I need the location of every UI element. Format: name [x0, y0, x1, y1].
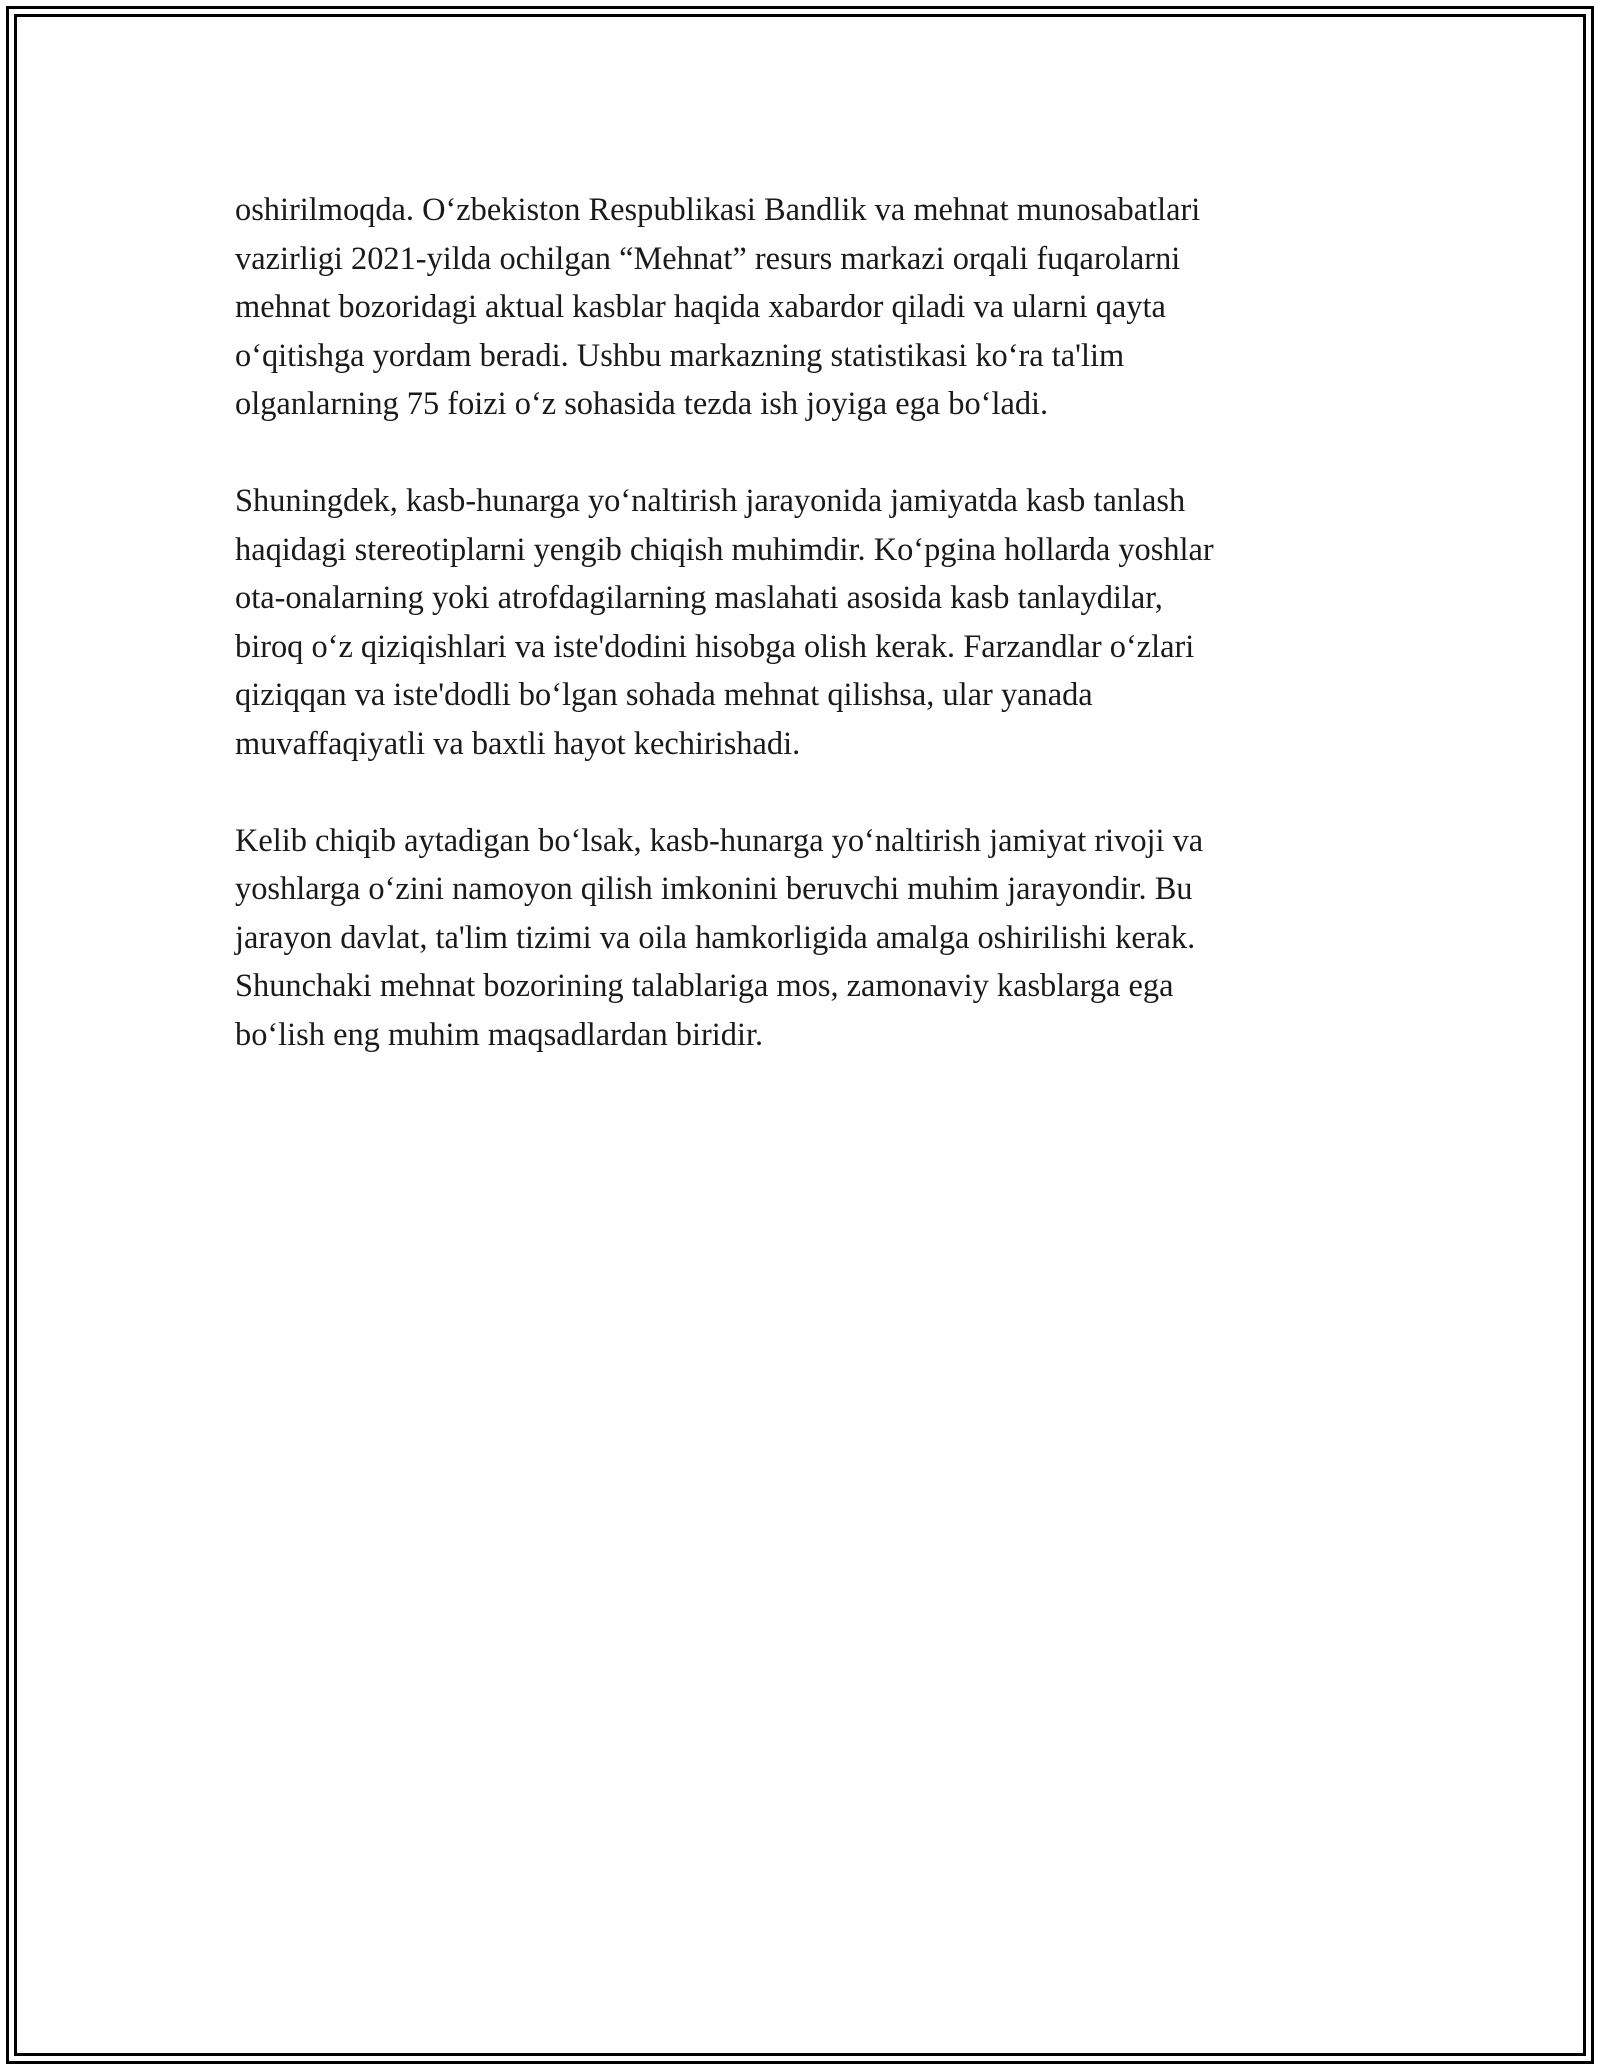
text-line: vazirligi 2021-yilda ochilgan “Mehnat” resurs markazi orqali fuqarolarni [235, 240, 1181, 277]
text-line: olganlarning 75 foizi o‘z sohasida tezda ish joyiga ega bo‘ladi. [235, 386, 1049, 422]
paragraph-3 [235, 817, 1375, 1060]
text-line: ota-onalarning yoki atrofdagilarning maslahati asosida kasb tanlaydilar, [235, 580, 1163, 616]
text-line: Shunchaki mehnat bozorining talablariga mos, zamonaviy kasblarga ega [235, 968, 1174, 1004]
paragraph-2 [235, 477, 1375, 768]
text-line: Kelib chiqib aytadigan bo‘lsak, kasb-hunarga yo‘naltirish jamiyat rivoji va [235, 822, 1204, 859]
paragraph-1 [235, 186, 1375, 429]
text-line: Shuningdek, kasb-hunarga yo‘naltirish jarayonida jamiyatda kasb tanlash [235, 483, 1186, 519]
text-line: biroq o‘z qiziqishlari va iste'dodini hisobga olish kerak. Farzandlar o‘zlari [235, 628, 1195, 665]
text-line: jarayon davlat, ta'lim tizimi va oila hamkorligida amalga oshirilishi kerak. [235, 919, 1196, 956]
text-line: mehnat bozoridagi aktual kasblar haqida xabardor qiladi va ularni qayta [235, 289, 1166, 325]
text-line: haqidagi stereotiplarni yengib chiqish muhimdir. Ko‘pgina hollarda yoshlar [235, 531, 1214, 568]
text-line: muvaffaqiyatli va baxtli hayot kechirishadi. [235, 725, 801, 762]
document-body [235, 186, 1375, 1108]
text-line: yoshlarga o‘zini namoyon qilish imkonini beruvchi muhim jarayondir. Bu [235, 871, 1193, 907]
text-line: bo‘lish eng muhim maqsadlardan biridir. [235, 1016, 764, 1053]
text-line: oshirilmoqda. O‘zbekiston Respublikasi Bandlik va mehnat munosabatlari [235, 192, 1201, 228]
text-line: qiziqqan va iste'dodli bo‘lgan sohada mehnat qilishsa, ular yanada [235, 677, 1093, 713]
text-line: o‘qitishga yordam beradi. Ushbu markazning statistikasi ko‘ra ta'lim [235, 337, 1125, 374]
